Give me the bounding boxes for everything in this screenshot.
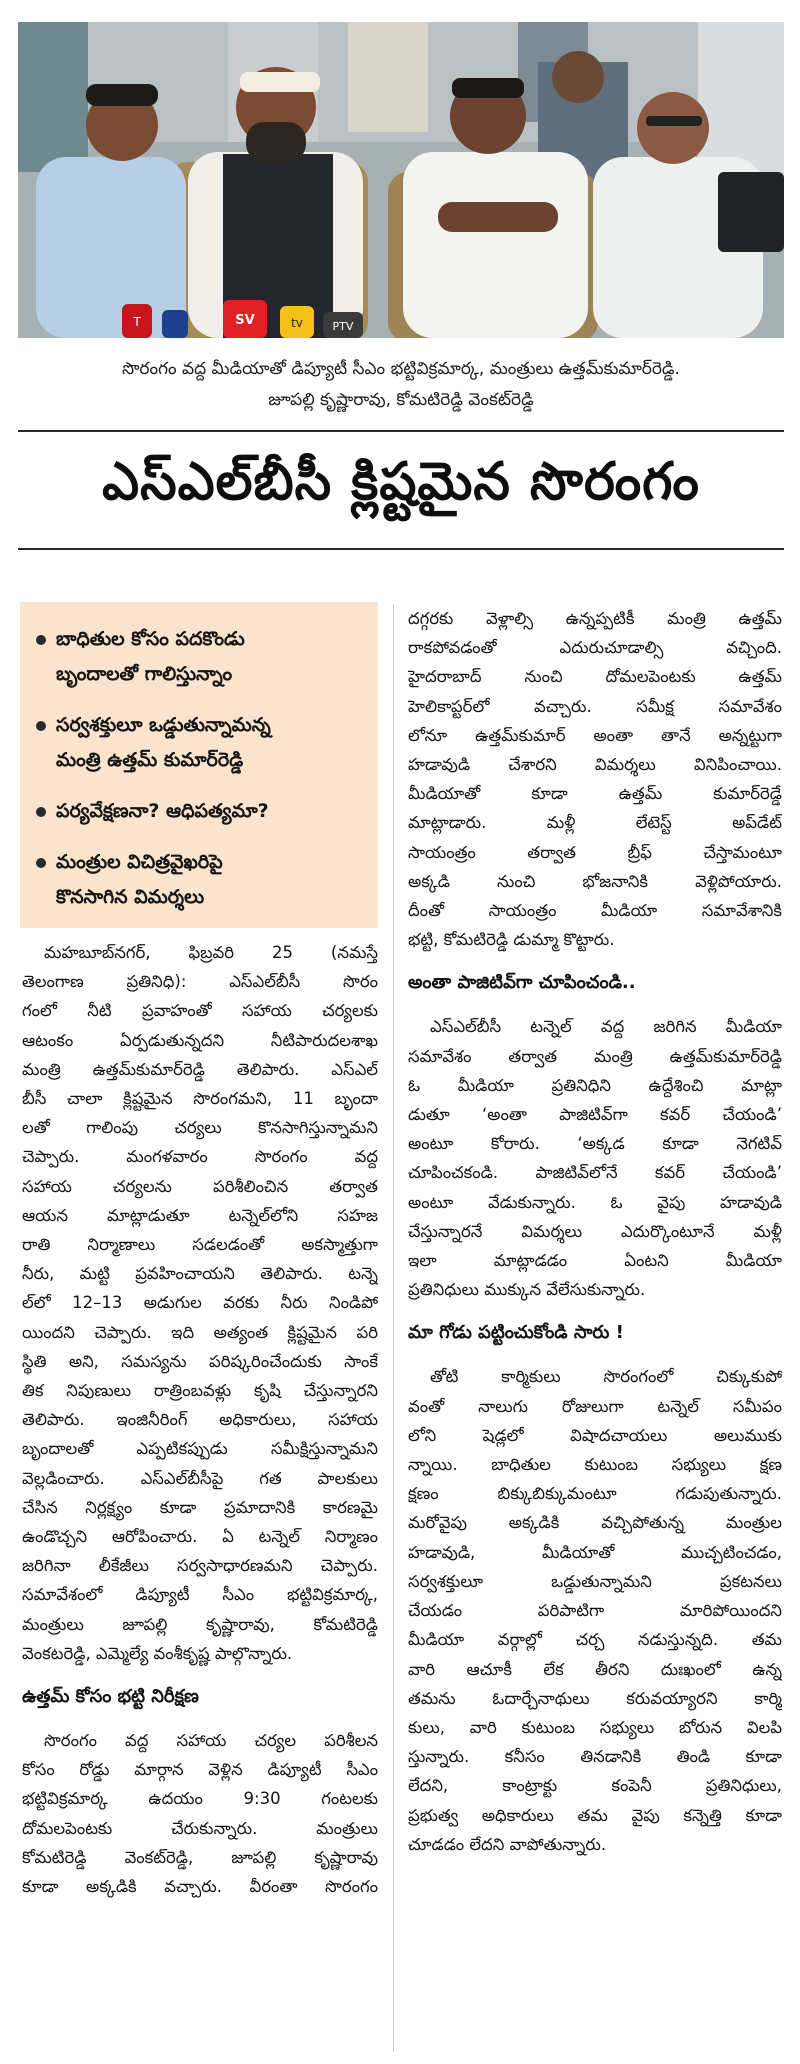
highlight-line: మంత్రుల విచిత్రవైఖరిపై — [56, 851, 223, 873]
text-line: వారి ఆచూకీ లేక తీరని దుఃఖంలో ఉన్న — [408, 1659, 782, 1679]
article-paragraph — [408, 1012, 782, 1304]
text-line: సమావేశంలో డిప్యూటీ సీఎం భట్టివిక్రమార్క, — [22, 1585, 378, 1605]
text-line: చేసిన నిర్లక్ష్యం కూడా ప్రమాదానికి కారణమై — [22, 1497, 378, 1517]
highlights-box — [20, 602, 378, 928]
highlight-line: బృందాలతో గాలిస్తున్నాం — [56, 663, 233, 685]
text-line: సాయంత్రం తర్వాత బ్రీఫ్ చేస్తామంటూ — [408, 842, 782, 862]
bullet-icon — [36, 807, 46, 817]
mic-label: SV — [235, 313, 255, 328]
text-line: గంలో నీటి ప్రవాహంతో సహాయ చర్యలకు — [22, 1001, 378, 1021]
text-line: హెలికాప్టర్‌లో వచ్చారు. సమీక్ష సమావేశం — [408, 696, 782, 716]
text-line: తోటి కార్మికులు సొరంగంలో చిక్కుకుపో — [430, 1367, 782, 1387]
text-line: కోసం రోడ్డు మార్గాన వెళ్లిన డిప్యూటీ సీఎం — [22, 1760, 378, 1780]
text-line: తమను ఓదార్చేనాథులు కరువయ్యారని కార్మి — [408, 1688, 782, 1708]
text-line: ఆటంకం ఏర్పడుతున్నదని నీటిపారుదలశాఖ — [22, 1030, 378, 1050]
text-line: మరోవైపు అక్కడికి వచ్చిపోతున్న మంత్రుల — [408, 1513, 782, 1533]
subheading: ఉత్తమ్ కోసం భట్టి నిరీక్షణ — [22, 1686, 199, 1708]
text-line: ప్రభుత్వ అధికారులు తమ వైపు కన్నెత్తి కూడా — [408, 1805, 782, 1825]
text-line: హడావుడి, మీడియాతో ముచ్చటించడం, — [408, 1542, 782, 1562]
text-line: తెలిపారు. ఇంజినీరింగ్ అధికారులు, సహాయ — [22, 1410, 378, 1430]
text-line: లోనూ ఉత్తమ్‌కుమార్ అంతా తానే అన్నట్టుగా — [408, 725, 782, 745]
text-line: హడావుడి చేశారని విమర్శలు వినిపించాయి. — [408, 755, 782, 775]
mic-label: PTV — [332, 320, 354, 333]
text-line: సహాయ చర్యలను పరిశీలించిన తర్వాత — [22, 1176, 378, 1196]
article-column-1 — [22, 938, 378, 1901]
text-line: హైదరాబాద్ నుంచి దోమలపెంటకు ఉత్తమ్ — [408, 667, 782, 687]
text-line: ఆయన మాట్లాడుతూ టన్నెల్‌లోని సహజ — [22, 1205, 378, 1225]
text-line: లేదని, కాంట్రాక్టు కంపెనీ ప్రతినిధులు, — [408, 1776, 782, 1796]
text-line: దగ్గరకు వెళ్లాల్సి ఉన్నప్పటికీ మంత్రి ఉత్తమ్ — [408, 609, 782, 628]
subheading: అంతా పాజిటివ్‌గా చూపించండి.. — [408, 972, 636, 994]
text-line: సమావేశం తర్వాత మంత్రి ఉత్తమ్‌కుమార్‌రెడ్డి — [408, 1046, 782, 1066]
text-line: కూడా అక్కడికి వచ్చారు. వీరంతా సొరంగం — [22, 1877, 378, 1897]
text-line: ప్రతినిధులు ముక్కున వేలేసుకున్నారు. — [408, 1280, 646, 1300]
highlight-line: పర్యవేక్షణనా? ఆధిపత్యమా? — [56, 800, 269, 822]
highlight-line: సర్వశక్తులూ ఒడ్డుతున్నామన్న — [56, 714, 271, 736]
text-line: దీంతో సాయంత్రం మీడియా సమావేశానికి — [408, 901, 782, 921]
highlight-line: బాధితుల కోసం పదకొండు — [56, 628, 245, 650]
press-conference-photo — [18, 22, 784, 338]
text-line: సర్వశక్తులూ ఒడ్డుతున్నామని ప్రకటనలు — [408, 1571, 782, 1591]
text-line: చూపించకండి. పాజిటివ్‌లోనే కవర్ చేయండి’ — [408, 1163, 782, 1183]
text-line: కోమటిరెడ్డి వెంకట్‌రెడ్డి, జూపల్లి కృష్ణారావు — [22, 1847, 378, 1867]
text-line: బృందాలతో ఎప్పటికప్పుడు సమీక్షిస్తున్నామని — [22, 1439, 378, 1459]
text-line: వెంకటరెడ్డి, ఎమ్మెల్యే వంశీకృష్ణ పాల్గొన్నారు. — [22, 1643, 293, 1663]
article-paragraph — [22, 938, 378, 1668]
text-line: తిక నిపుణులు రాత్రింబవళ్లు కృషి చేస్తున్నారని — [22, 1381, 378, 1401]
text-line: ఉండొచ్చని ఆరోపించారు. ఏ టన్నెల్ నిర్మాణం — [22, 1527, 378, 1547]
headline: ఎస్ఎల్‌బీసీ క్లిష్టమైన సొరంగం — [102, 451, 700, 512]
highlight-line: కొనసాగిన విమర్శలు — [56, 886, 205, 908]
text-line: ఇలా మాట్లాడడం ఏంటని మీడియా — [408, 1251, 782, 1271]
caption-line: జూపల్లి కృష్ణారావు, కోమటిరెడ్డి వెంకట్‌రెడ్డి — [268, 390, 534, 410]
text-line: కులు, వారి కుటుంబ సభ్యులు బోరున విలపి — [408, 1717, 782, 1737]
text-line: తెలంగాణ ప్రతినిధి): ఎస్ఎల్‌బీసీ సొరం — [22, 972, 378, 992]
text-line: స్తున్నారు. కనీసం తినడానికి తిండి కూడా — [408, 1747, 782, 1767]
text-line: రాతి నిర్మాణాలు సడలడంతో అకస్మాత్తుగా — [22, 1235, 378, 1255]
highlight-item — [36, 708, 370, 778]
text-line: మాట్లాడారు. మళ్లీ లేటెస్ట్ అప్‌డేట్ — [408, 813, 782, 833]
bullet-icon — [36, 635, 46, 645]
text-line: వెల్లడించారు. ఎస్ఎల్‌బీసీపై గత పాలకులు — [22, 1468, 378, 1488]
bullet-icon — [36, 858, 46, 868]
text-line: చేస్తున్నారనే విమర్శలు ఎదుర్కొంటూనే మళ్లీ — [408, 1221, 782, 1241]
text-line: అక్కడి నుంచి భోజనానికి వెళ్లిపోయారు. — [408, 871, 782, 891]
bullet-icon — [36, 721, 46, 731]
text-line: దోమలపెంటకు చేరుకున్నారు. మంత్రులు — [22, 1818, 378, 1838]
text-line: వంతో నాలుగు రోజులుగా టన్నెల్ సమీపం — [408, 1396, 782, 1416]
text-line: మంత్రి ఉత్తమ్‌కుమార్‌రెడ్డి తెలిపారు. ఎస్ఎల్ — [22, 1059, 378, 1079]
text-line: ల్‌లో 12–13 అడుగుల వరకు నీరు నిండిపో — [22, 1293, 378, 1313]
mic-label: tv — [291, 316, 303, 330]
text-line: చేయడం పరిపాటిగా మారిపోయిందని — [408, 1601, 782, 1621]
text-line: ఎస్ఎల్‌బీసీ టన్నెల్ వద్ద జరిగిన మీడియా — [430, 1017, 782, 1037]
text-line: క్షణం బిక్కుబిక్కుమంటూ గడుపుతున్నారు. — [408, 1484, 782, 1504]
text-line: లతో గాలింపు చర్యలు కొనసాగిస్తున్నామని — [22, 1118, 378, 1138]
text-line: చెప్పారు. మంగళవారం సొరంగం వద్ద — [22, 1147, 378, 1167]
highlight-line: మంత్రి ఉత్తమ్ కుమార్‌రెడ్డి — [56, 749, 244, 771]
text-line: భట్టివిక్రమార్క ఉదయం 9:30 గంటలకు — [22, 1789, 378, 1809]
text-line: జరిగినా లీకేజీలు సర్వసాధారణమని చెప్పారు. — [22, 1556, 378, 1576]
article-paragraph — [22, 1726, 378, 1901]
text-line: లోని షెడ్లలో విషాదచాయలు అలుముకు — [408, 1425, 782, 1445]
text-line: యిందని చెప్పారు. ఇది అత్యంత క్లిష్టమైన పరి — [22, 1322, 378, 1342]
text-line: మంత్రులు జూపల్లి కృష్ణారావు, కోమటిరెడ్డి — [22, 1614, 378, 1634]
article-paragraph — [408, 604, 782, 954]
text-line: అంటూ వేడుకున్నారు. ఓ వైపు హడావుడి — [408, 1192, 782, 1212]
subheading: మా గోడు పట్టించుకోండి సారు ! — [408, 1322, 624, 1344]
caption-line: సొరంగం వద్ద మీడియాతో డిప్యూటీ సీఎం భట్టివిక్రమార్క, మంత్రులు ఉత్తమ్‌కుమార్‌రెడ్డి. — [122, 359, 680, 379]
text-line: మహబూబ్‌నగర్, ఫిబ్రవరి 25 (నమస్తే — [44, 943, 378, 962]
text-line: చూడడం లేదని వాపోతున్నారు. — [408, 1834, 607, 1854]
text-line: స్థితి అని, సమస్యను పరిష్కరించేందుకు సాంకే — [22, 1351, 378, 1371]
highlight-item — [36, 845, 370, 915]
photo-caption — [18, 354, 784, 416]
highlight-item — [36, 794, 370, 829]
text-line: సొరంగం వద్ద సహాయ చర్యల పరిశీలన — [44, 1731, 378, 1751]
text-line: మీడియా వర్గాల్లో చర్చ నడుస్తున్నది. తమ — [408, 1630, 782, 1650]
text-line: బీసీ చాలా క్లిష్టమైన సొరంగమని, 11 బృందా — [22, 1089, 378, 1109]
text-line: ఓ మీడియా ప్రతినిధిని ఉద్దేశించి మాట్లా — [408, 1075, 782, 1095]
mic-label: T — [133, 315, 141, 329]
text-line: డుతూ ‘అంతా పాజిటివ్‌గా కవర్ చేయండి’ — [408, 1105, 782, 1125]
article-paragraph — [408, 1362, 782, 1858]
article-column-2 — [408, 604, 782, 1859]
column-divider — [393, 604, 394, 2052]
text-line: నీరు, మట్టి ప్రవహించాయని తెలిపారు. టన్నె — [22, 1264, 378, 1284]
highlight-item — [36, 622, 370, 692]
headline-divider — [18, 548, 784, 550]
text-line: భట్టి, కోమటిరెడ్డి డుమ్మా కొట్టారు. — [408, 930, 615, 950]
text-line: అంటూ కోరారు. ‘అక్కడ కూడా నెగటివ్ — [408, 1134, 782, 1154]
text-line: రాకపోవడంతో ఎదురుచూడాల్సి వచ్చింది. — [408, 638, 782, 658]
text-line: న్నాయి. బాధితుల కుటుంబ సభ్యులు క్షణ — [408, 1455, 782, 1475]
caption-divider — [18, 430, 784, 432]
text-line: మీడియాతో కూడా ఉత్తమ్ కుమార్‌రెడ్డే — [408, 784, 782, 804]
